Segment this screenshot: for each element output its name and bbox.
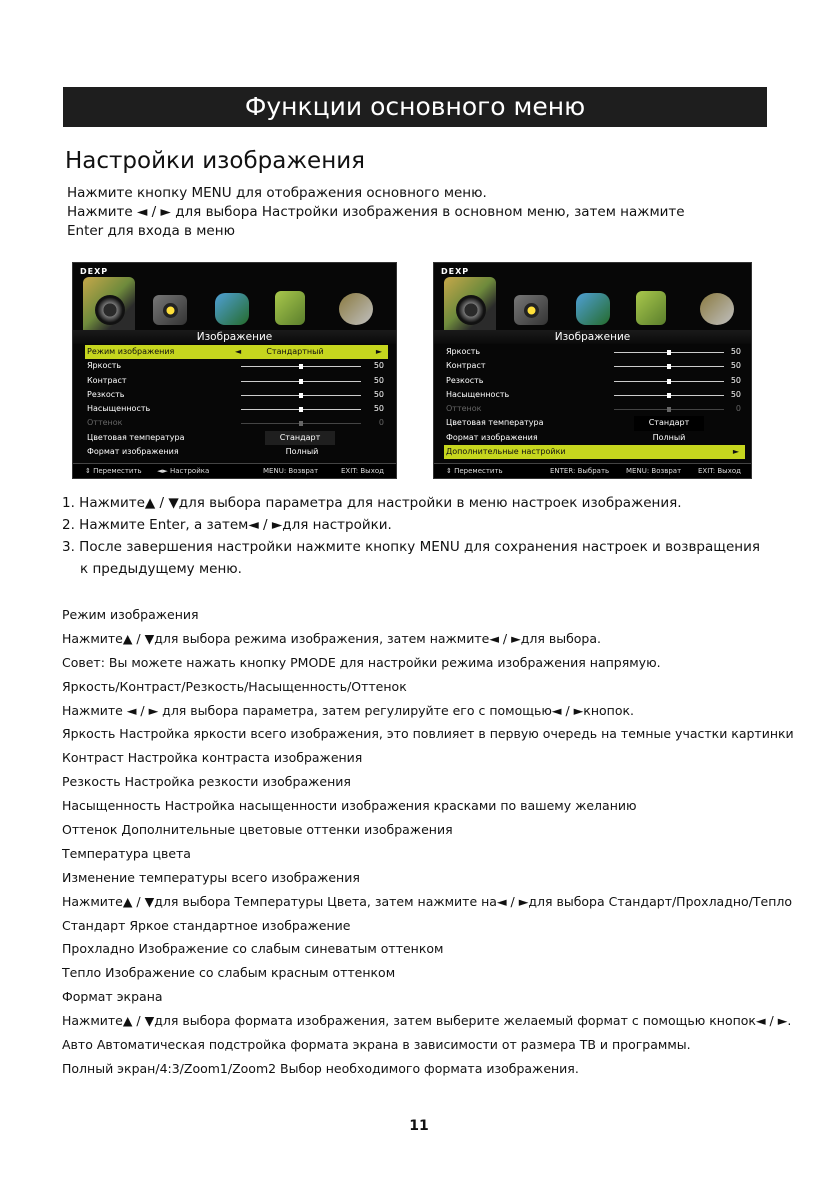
level-slider [241, 409, 361, 410]
intro-text [67, 184, 685, 241]
left-arrow-icon: ◄ [235, 347, 242, 356]
text-line: Температура цвета [62, 845, 191, 861]
text-line: Нажмите▲ / ▼для выбора режима изображения, затем нажмите◄ / ►для выбора. [62, 630, 601, 646]
menu-row-picture-mode [85, 345, 388, 359]
slider-knob [299, 421, 303, 426]
row-value: 50 [373, 375, 384, 385]
footer-move: ⇕ Переместить [85, 467, 142, 475]
brand-logo: DEXP [441, 267, 470, 276]
lock-menu-icon [275, 291, 305, 325]
row-value: Стандарт [634, 416, 704, 430]
text-line: Прохладно Изображение со слабым синеватым оттенком [62, 941, 444, 957]
row-value: Стандартный [266, 347, 324, 356]
picture-menu-icon [444, 277, 496, 337]
text-line: Яркость/Контраст/Резкость/Насыщенность/Оттенок [62, 678, 407, 694]
slider-knob [299, 379, 303, 384]
menu-title: Изображение [73, 330, 396, 344]
text-line: Оттенок Дополнительные цветовые оттенки изображения [62, 822, 453, 838]
menu-row-saturation [85, 402, 388, 416]
menu-row-tint [444, 402, 745, 416]
page-number: 11 [409, 1118, 429, 1134]
tv-menu-screenshot-advanced [433, 262, 752, 479]
row-value: Стандарт [265, 431, 335, 445]
row-label: Формат изображения [87, 447, 179, 457]
text-line: Полный экран/4:3/Zoom1/Zoom2 Выбор необходимого формата изображения. [62, 1060, 579, 1076]
footer-exit: EXIT: Выход [341, 467, 384, 475]
menu-title: Изображение [434, 330, 751, 344]
right-arrow-icon: ► [732, 447, 739, 457]
menu-footer [434, 463, 751, 478]
level-slider [614, 366, 724, 367]
sound-menu-icon [514, 295, 548, 325]
row-value: 50 [373, 361, 384, 371]
row-label: Яркость [446, 347, 481, 356]
description-text [62, 603, 822, 1081]
footer-move: ⇕ Переместить [446, 467, 503, 475]
sound-menu-icon [153, 295, 187, 325]
menu-row-advanced-settings [444, 445, 745, 459]
row-label: Резкость [87, 389, 125, 399]
slider-knob [299, 407, 303, 412]
intro-line: Enter для входа в меню [67, 223, 235, 239]
level-slider [241, 366, 361, 367]
right-arrow-icon: ► [375, 347, 382, 356]
text-line: Контраст Настройка контраста изображения [62, 750, 363, 766]
settings-menu-icon [700, 293, 734, 325]
step-item: 2. Нажмите Enter, а затем◄ / ►для настройки. [62, 517, 392, 533]
text-line: Стандарт Яркое стандартное изображение [62, 917, 351, 933]
text-line: Нажмите ◄ / ► для выбора параметра, затем регулируйте его с помощью◄ / ►кнопок. [62, 702, 635, 718]
menu-row-saturation [444, 388, 745, 402]
tv-menu-screenshot-picture-mode [72, 262, 397, 479]
row-label: Насыщенность [87, 404, 151, 414]
lock-menu-icon [636, 291, 666, 325]
menu-row-sharpness [444, 374, 745, 388]
brand-logo: DEXP [80, 267, 109, 276]
level-slider [614, 352, 724, 353]
page-banner: Функции основного меню [63, 87, 767, 127]
text-line: Изменение температуры всего изображения [62, 869, 360, 885]
menu-row-sharpness [85, 388, 388, 402]
menu-row-brightness [444, 345, 745, 359]
numbered-steps [62, 492, 760, 580]
row-value: 50 [730, 361, 741, 371]
text-line: Авто Автоматическая подстройка формата экрана в зависимости от размера ТВ и программы. [62, 1037, 691, 1053]
settings-menu-icon [339, 293, 373, 325]
row-value: 50 [373, 389, 384, 399]
step-item: 3. После завершения настройки нажмите кнопку MENU для сохранения настроек и возвращения [62, 539, 761, 555]
row-value: 0 [378, 418, 384, 428]
row-value: Полный [285, 447, 319, 457]
row-label: Оттенок [87, 418, 123, 428]
text-line: Нажмите▲ / ▼для выбора формата изображения, затем выберите желаемый формат с помощью кнопок◄ / ►. [62, 1013, 792, 1029]
menu-row-color-temperature [444, 416, 745, 430]
text-line: Формат экрана [62, 989, 163, 1005]
row-label: Дополнительные настройки [446, 447, 566, 457]
row-label: Цветовая температура [87, 432, 185, 442]
section-title: Настройки изображения [65, 148, 366, 174]
slider-knob [299, 364, 303, 369]
row-value: 0 [735, 404, 741, 414]
text-line: Совет: Вы можете нажать кнопку PMODE для настройки режима изображения напрямую. [62, 654, 661, 670]
footer-menu: MENU: Возврат [626, 467, 682, 475]
picture-menu-icon [83, 277, 135, 337]
channel-menu-icon [576, 293, 610, 325]
menu-row-picture-format [444, 431, 745, 445]
menu-row-contrast [85, 374, 388, 388]
step-item: 1. Нажмите▲ / ▼для выбора параметра для настройки в меню настроек изображения. [62, 495, 682, 511]
menu-footer [73, 463, 396, 478]
menu-row-contrast [444, 359, 745, 373]
row-label: Резкость [446, 375, 484, 385]
text-line: Резкость Настройка резкости изображения [62, 774, 351, 790]
text-line: Режим изображения [62, 607, 199, 622]
step-item-continuation: к предыдущему меню. [80, 561, 242, 577]
row-label: Яркость [87, 361, 122, 371]
level-slider [614, 395, 724, 396]
text-line: Яркость Настройка яркости всего изображения, это повлияет в первую очередь на темные участки картинки [62, 726, 794, 742]
menu-row-tint [85, 416, 388, 430]
slider-knob [667, 379, 671, 384]
row-value: 50 [730, 375, 741, 385]
slider-knob [667, 393, 671, 398]
footer-exit: EXIT: Выход [698, 467, 741, 475]
row-label: Контраст [446, 361, 486, 371]
footer-menu: MENU: Возврат [263, 467, 319, 475]
row-label: Насыщенность [446, 389, 510, 399]
slider-knob [667, 350, 671, 355]
footer-enter: ENTER: Выбрать [550, 467, 610, 475]
level-slider [241, 395, 361, 396]
menu-row-brightness [85, 359, 388, 373]
slider-knob [667, 364, 671, 369]
row-label: Цветовая температура [446, 418, 544, 428]
level-slider [241, 381, 361, 382]
row-label: Оттенок [446, 404, 482, 414]
footer-adjust: ◄► Настройка [157, 467, 210, 475]
menu-row-color-temperature [85, 431, 388, 445]
slider-knob [299, 393, 303, 398]
level-slider [614, 409, 724, 410]
text-line: Нажмите▲ / ▼для выбора Температуры Цвета, затем нажмите на◄ / ►для выбора Стандарт/Прохладно/Тепло [62, 893, 793, 909]
channel-menu-icon [215, 293, 249, 325]
row-label: Режим изображения [87, 347, 175, 356]
row-value: 50 [373, 404, 384, 414]
row-label: Контраст [87, 375, 127, 385]
row-value: Полный [652, 432, 686, 442]
slider-knob [667, 407, 671, 412]
text-line: Тепло Изображение со слабым красным оттенком [62, 965, 396, 981]
row-label: Формат изображения [446, 432, 538, 442]
menu-row-picture-format [85, 445, 388, 459]
text-line: Насыщенность Настройка насыщенности изображения красками по вашему желанию [62, 798, 637, 814]
intro-line: Нажмите ◄ / ► для выбора Настройки изображения в основном меню, затем нажмите [67, 204, 685, 220]
row-value: 50 [730, 389, 741, 399]
intro-line: Нажмите кнопку MENU для отображения основного меню. [67, 185, 487, 201]
row-value: 50 [730, 347, 741, 356]
level-slider [241, 423, 361, 424]
level-slider [614, 381, 724, 382]
